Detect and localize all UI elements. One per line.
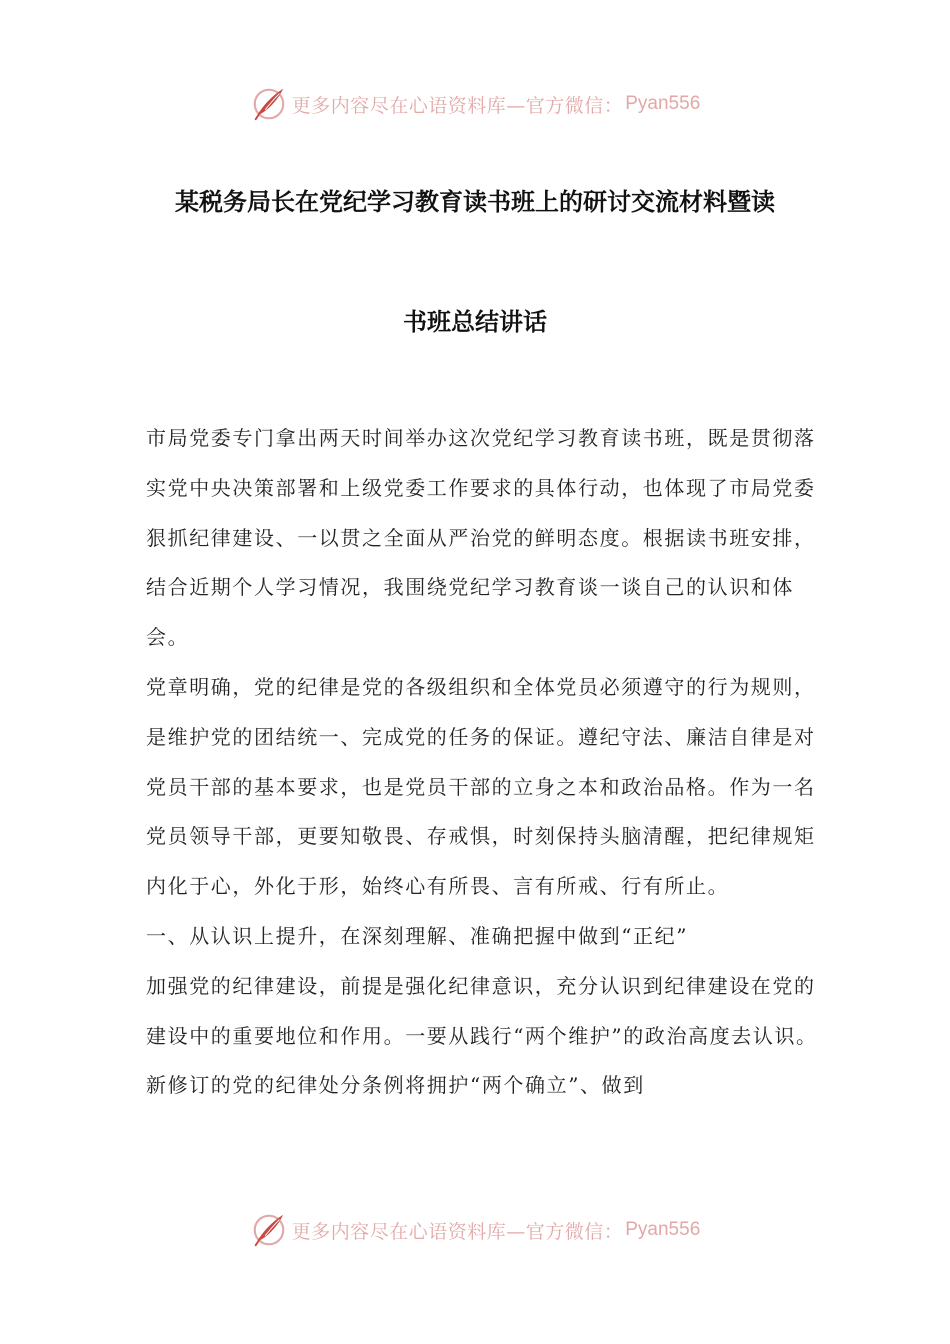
footer-watermark: [0, 1208, 950, 1252]
paragraph-2: 党章明确，党的纪律是党的各级组织和全体党员必须遵守的行为规则，是维护党的团结统一、完成党的任务的保证。遵纪守法、廉洁自律是对党员干部的基本要求，也是党员干部的立身之本和政治品格。作为一名党员领导干部，更要知敬畏、存戒惧，时刻保持头脑清醒，把纪律规矩内化于心，外化于形，始终心有所畏、言有所戒、行有所止。: [146, 674, 816, 899]
paragraph-3: 加强党的纪律建设，前提是强化纪律意识，充分认识到纪律建设在党的建设中的重要地位和作用。一要从践行“两个维护”的政治高度去认识。新修订的党的纪律处分条例将拥护“两个确立”、做到: [146, 973, 818, 1098]
document-body: [146, 414, 826, 1111]
watermark-text: 更多内容尽在心语资料库—官方微信：: [291, 1220, 624, 1243]
pen-quill-logo-icon: [250, 85, 288, 123]
document-title-line-2: 书班总结讲话: [403, 307, 547, 336]
watermark-account: Pyan556: [625, 1219, 701, 1240]
header-watermark: [0, 82, 950, 126]
paragraph-1: 市局党委专门拿出两天时间举办这次党纪学习教育读书班，既是贯彻落实党中央决策部署和上级党委工作要求的具体行动，也体现了市局党委狠抓纪律建设、一以贯之全面从严治党的鲜明态度。根据读书班安排，结合近期个人学习情况，我围绕党纪学习教育谈一谈自己的认识和体会。: [146, 426, 816, 650]
watermark-text: 更多内容尽在心语资料库—官方微信：: [291, 94, 624, 117]
section-heading-1: 一、从认识上提升，在深刻理解、准确把握中做到“正纪”: [146, 923, 689, 948]
pen-quill-logo-icon: [250, 1211, 288, 1249]
watermark-account: Pyan556: [625, 93, 701, 114]
document-title-line-1: 某税务局长在党纪学习教育读书班上的研讨交流材料暨读: [175, 187, 775, 216]
